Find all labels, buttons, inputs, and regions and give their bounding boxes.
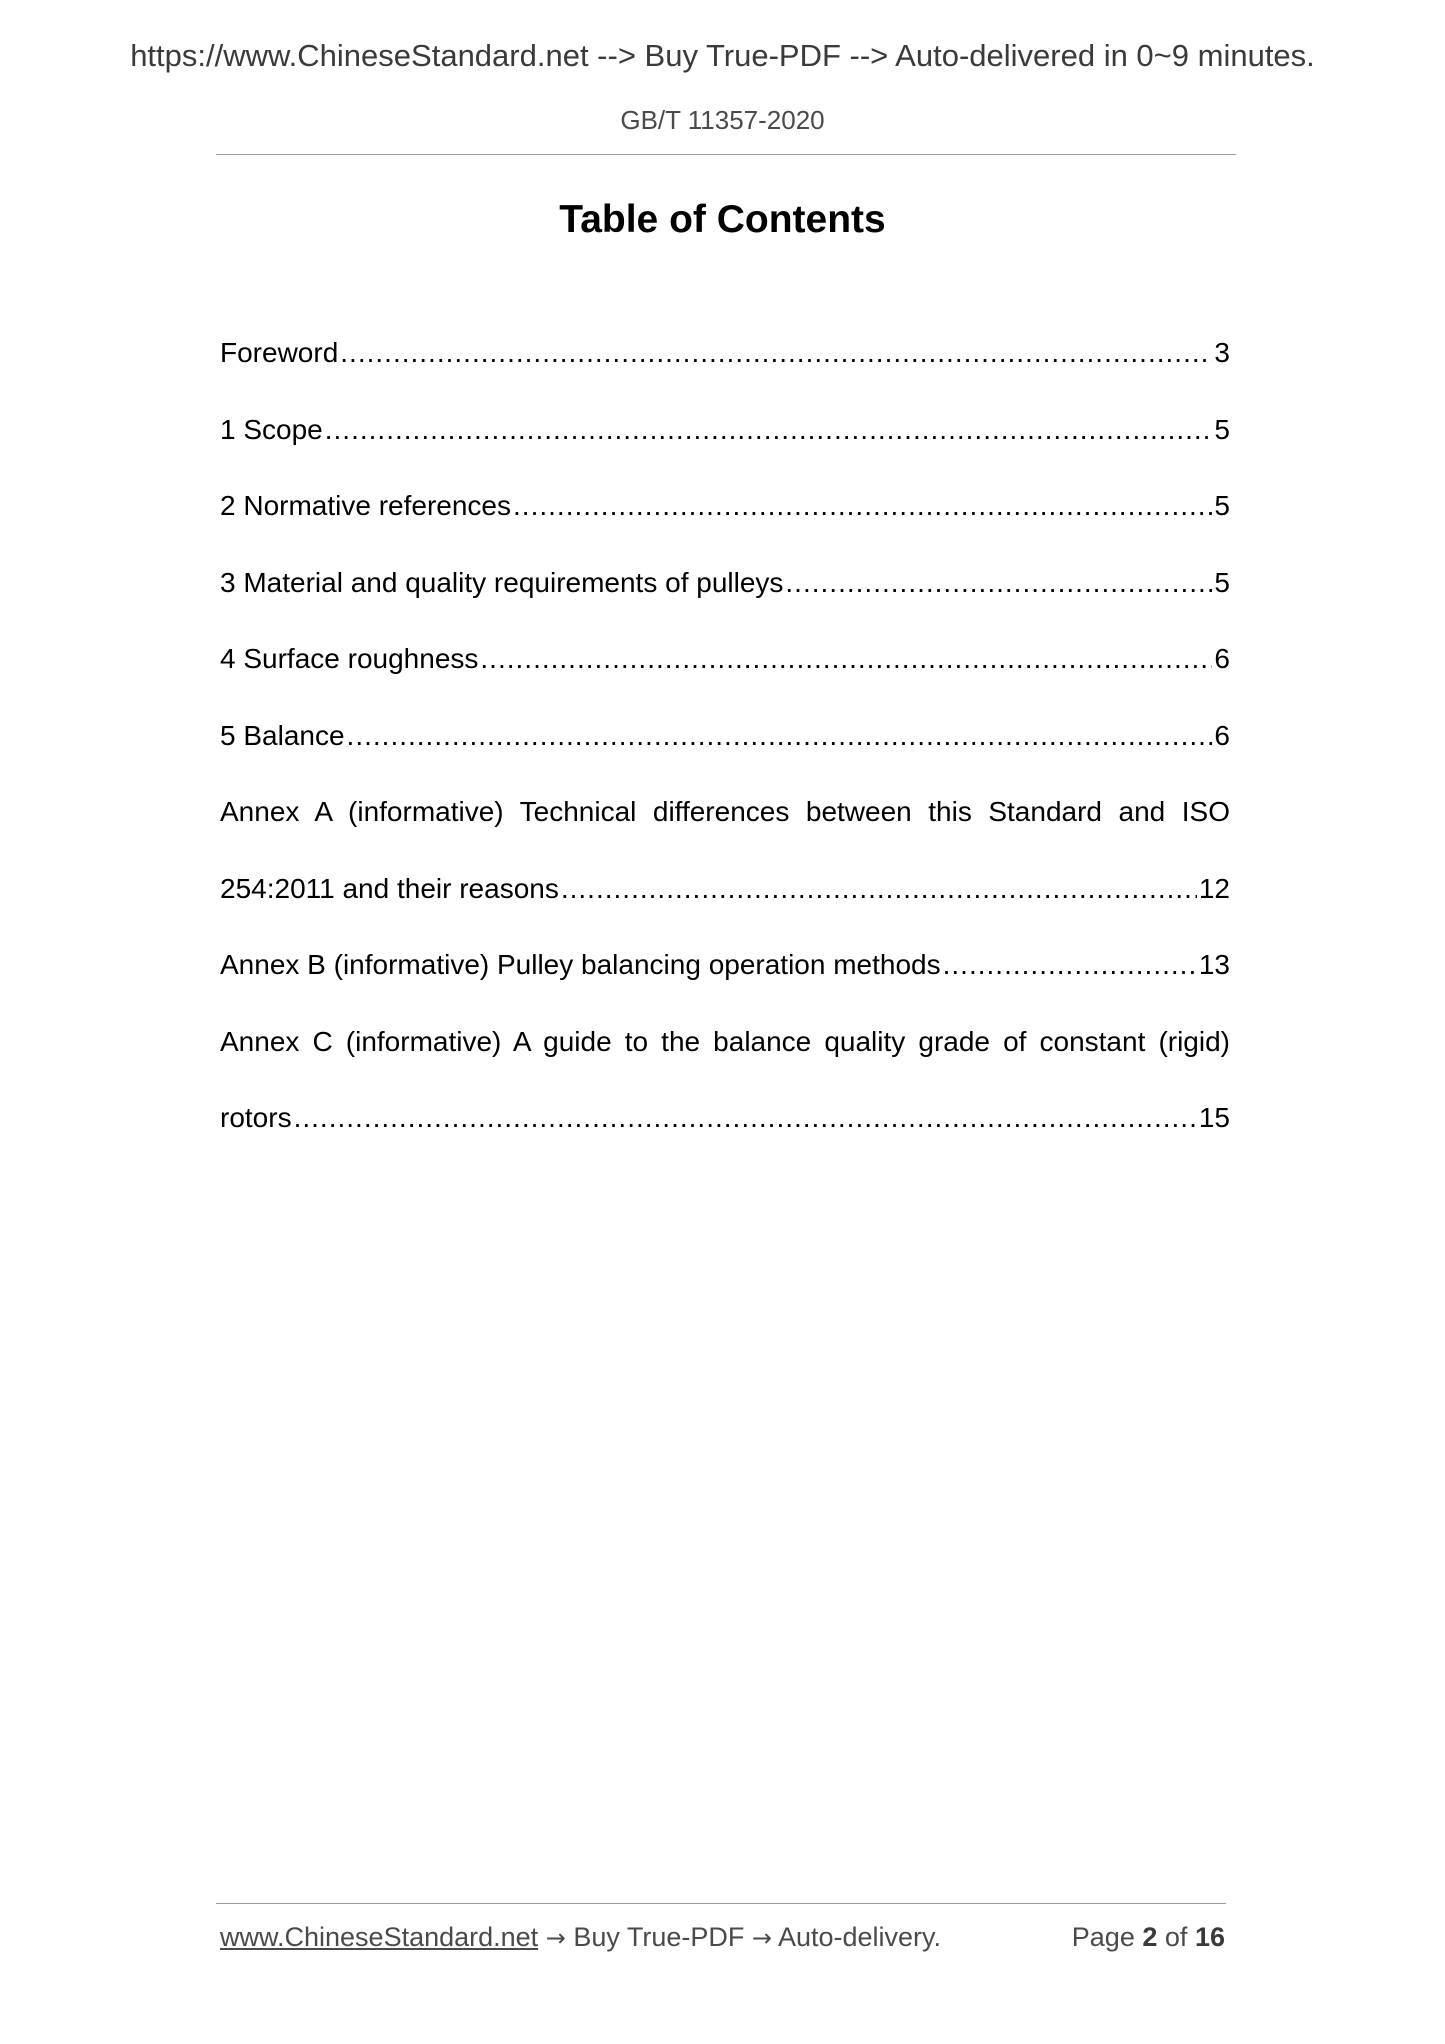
- toc-entry-title: 5 Balance: [220, 719, 345, 751]
- toc-entry-page: 5: [1214, 413, 1230, 445]
- arrow-right-icon: →: [545, 1924, 566, 1952]
- top-banner[interactable]: https://www.ChineseStandard.net --> Buy True-PDF --> Auto-delivered in 0~9 minutes.: [130, 38, 1315, 73]
- toc-entry-page: 15: [1198, 1102, 1230, 1134]
- toc-entry-title: Foreword: [220, 337, 339, 369]
- page-current: 2: [1142, 1922, 1158, 1952]
- toc-entry-page: 6: [1214, 643, 1230, 675]
- toc-entry-scope[interactable]: [220, 392, 1230, 469]
- dot-leader: [325, 416, 1213, 444]
- toc-entry-continuation: rotors: [220, 1102, 292, 1134]
- toc-entry-page: 6: [1214, 719, 1230, 751]
- toc-entry-normative-references[interactable]: [220, 468, 1230, 545]
- dot-leader: [513, 492, 1212, 520]
- toc-entry-title: Annex A (informative) Technical differences between this Standard and ISO: [220, 796, 1230, 827]
- toc-entry-title: 2 Normative references: [220, 490, 512, 522]
- toc-entry-title: 1 Scope: [220, 413, 323, 445]
- page-of-label: of: [1164, 1922, 1188, 1952]
- toc-entry-title: Annex C (informative) A guide to the balance quality grade of constant (rigid): [220, 1025, 1230, 1057]
- toc-entry-continuation: 254:2011 and their reasons: [220, 872, 559, 904]
- toc-entry-page: 3: [1214, 337, 1230, 369]
- toc-entry-foreword[interactable]: [220, 315, 1230, 392]
- toc-entry-surface-roughness[interactable]: [220, 621, 1230, 698]
- dot-leader: [785, 569, 1212, 597]
- toc-entry-material-quality[interactable]: [220, 545, 1230, 622]
- dot-leader: [943, 951, 1197, 979]
- dot-leader: [347, 722, 1213, 750]
- document-code: GB/T 11357-2020: [620, 105, 825, 135]
- footer-site-link[interactable]: www.ChineseStandard.net: [220, 1922, 539, 1952]
- toc-entry-annex-c-continued[interactable]: [220, 1080, 1230, 1157]
- toc-entry-annex-a-continued[interactable]: [220, 851, 1230, 928]
- header-divider: [216, 154, 1236, 155]
- toc-title: Table of Contents: [559, 198, 886, 241]
- toc-entry-title: 3 Material and quality requirements of pulleys: [220, 566, 784, 598]
- dot-leader: [561, 875, 1197, 903]
- toc-entry-balance[interactable]: [220, 698, 1230, 775]
- toc-entry-annex-a[interactable]: [220, 774, 1230, 851]
- toc-entry-page: 5: [1214, 566, 1230, 598]
- dot-leader: [340, 339, 1212, 367]
- footer-divider: [216, 1903, 1226, 1904]
- page-label: Page: [1071, 1922, 1135, 1952]
- toc-entry-title: 4 Surface roughness: [220, 643, 479, 675]
- page-footer: [220, 1922, 1230, 1953]
- page-indicator: [1072, 1922, 1225, 1953]
- toc-entry-title: Annex B (informative) Pulley balancing operation methods: [220, 949, 941, 981]
- toc-entry-page: 13: [1198, 949, 1230, 981]
- toc-entry-annex-c[interactable]: [220, 1004, 1230, 1081]
- table-of-contents: [220, 315, 1230, 1157]
- dot-leader: [480, 645, 1212, 673]
- toc-entry-page: 5: [1214, 490, 1230, 522]
- page-total: 16: [1194, 1922, 1225, 1952]
- dot-leader: [294, 1104, 1197, 1132]
- footer-buy-text: Buy True-PDF: [565, 1922, 752, 1952]
- toc-entry-annex-b[interactable]: [220, 927, 1230, 1004]
- toc-entry-page: 12: [1198, 872, 1230, 904]
- footer-delivery-text: Auto-delivery.: [771, 1922, 942, 1952]
- arrow-right-icon: →: [751, 1924, 772, 1952]
